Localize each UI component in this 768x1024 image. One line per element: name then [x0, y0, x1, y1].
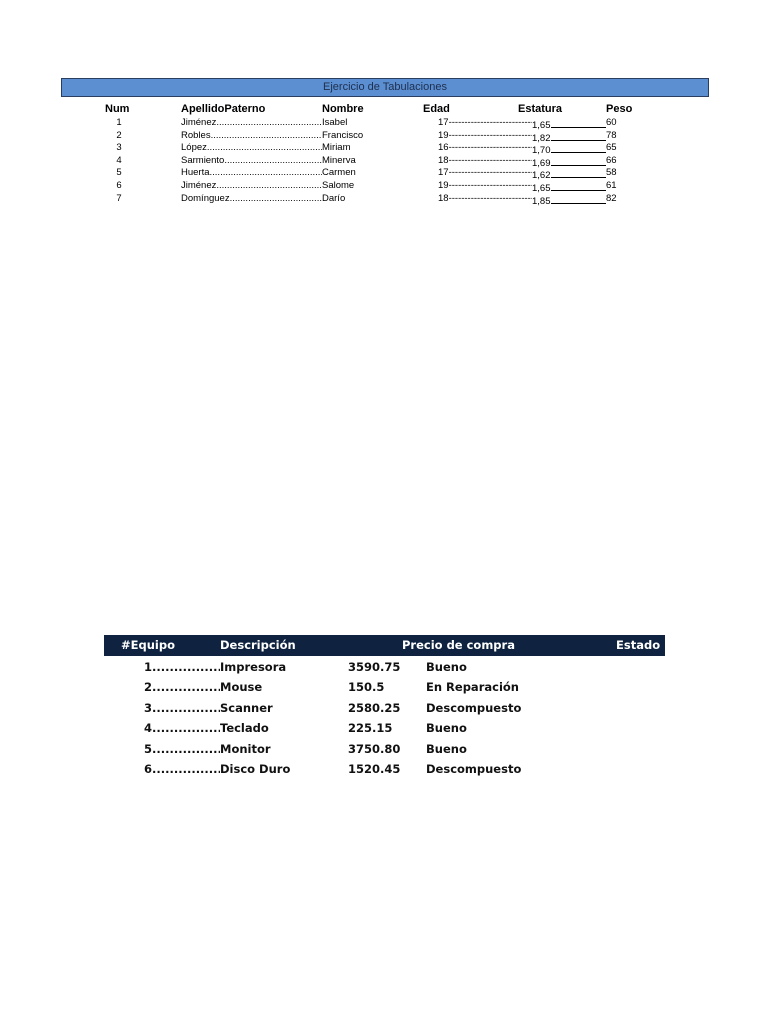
cell-equipo: 6. ..... — [144, 759, 220, 779]
cell-peso: 60 — [606, 117, 617, 128]
cell-equipo: 1. ..... — [144, 657, 220, 677]
table-row — [0, 657, 768, 677]
header-num: Num — [105, 103, 130, 115]
cell-nombre: Salome — [322, 180, 355, 191]
table-row — [0, 193, 768, 205]
cell-precio: 3750.80 — [348, 741, 401, 756]
tabulaciones-title-bar: Ejercicio de Tabulaciones — [61, 78, 709, 97]
cell-estado: Bueno — [426, 721, 467, 736]
cell-estatura: 1,65 — [532, 117, 606, 132]
cell-precio: 150.5 — [348, 680, 385, 695]
cell-peso: 65 — [606, 142, 617, 154]
cell-edad: 18 ----- — [438, 193, 532, 205]
cell-num: 4 — [116, 154, 122, 166]
cell-nombre: Miriam — [322, 142, 351, 154]
cell-estado: Descompuesto — [426, 762, 522, 776]
table-row — [0, 677, 768, 697]
cell-edad: 19 ----- — [438, 180, 532, 192]
cell-num: 3 — [116, 142, 122, 154]
cell-apellido: Jiménez ..... — [181, 180, 322, 192]
cell-equipo: 5. ..... — [144, 739, 220, 759]
cell-descripcion: Impresora — [220, 660, 287, 674]
cell-descripcion: Teclado — [220, 721, 269, 736]
table-row — [0, 698, 768, 718]
cell-apellido: Domínguez ..... — [181, 193, 322, 205]
cell-edad: 16 ----- — [438, 142, 532, 154]
cell-estatura: 1,82 — [532, 130, 606, 145]
cell-estatura: 1,69 — [532, 155, 606, 170]
cell-estado: En Reparación — [426, 680, 519, 695]
cell-precio: 2580.25 — [348, 700, 401, 715]
header-estatura: Estatura — [518, 103, 563, 115]
cell-apellido: Jiménez ..... — [181, 117, 322, 129]
cell-apellido: Robles ..... — [181, 130, 322, 142]
cell-num: 2 — [116, 129, 122, 141]
cell-peso: 61 — [606, 180, 617, 191]
table-row — [0, 180, 768, 192]
table-row — [0, 718, 768, 738]
cell-estatura: 1,70 — [532, 142, 606, 157]
cell-edad: 19 ----- — [438, 130, 532, 142]
cell-precio: 1520.45 — [348, 762, 401, 776]
cell-apellido: López ..... — [181, 142, 322, 154]
cell-descripcion: Disco Duro — [220, 762, 291, 776]
cell-peso: 78 — [606, 129, 617, 141]
header-edad: Edad — [423, 103, 450, 115]
cell-apellido: Sarmiento ..... — [181, 155, 322, 167]
table-row — [0, 142, 768, 157]
table-row — [0, 117, 768, 129]
cell-nombre: Francisco — [322, 129, 364, 141]
cell-precio: 3590.75 — [348, 660, 401, 674]
cell-estado: Descompuesto — [426, 700, 522, 715]
cell-estado: Bueno — [426, 741, 467, 756]
cell-estado: Bueno — [426, 660, 467, 674]
cell-edad: 18 ----- — [438, 155, 532, 167]
cell-equipo: 3. ..... — [144, 698, 220, 718]
cell-estatura: 1,62 — [532, 167, 606, 182]
table-row — [0, 167, 768, 182]
header-descripcion: Descripción — [220, 638, 296, 652]
cell-peso: 82 — [606, 192, 617, 204]
cell-estatura: 1,65 — [532, 180, 606, 195]
cell-edad: 17 ----- — [438, 117, 532, 129]
header-equipo: #Equipo — [121, 638, 175, 652]
table-row — [0, 759, 768, 779]
cell-nombre: Minerva — [322, 154, 356, 166]
cell-nombre: Carmen — [322, 167, 356, 179]
cell-num: 6 — [116, 180, 122, 191]
cell-descripcion: Monitor — [220, 741, 271, 756]
header-precio: Precio de compra — [402, 638, 515, 652]
cell-precio: 225.15 — [348, 721, 393, 736]
cell-equipo: 2. ..... — [144, 677, 220, 697]
cell-num: 5 — [116, 167, 122, 179]
cell-peso: 66 — [606, 154, 617, 166]
cell-equipo: 4. ..... — [144, 718, 220, 738]
cell-edad: 17 ----- — [438, 167, 532, 179]
cell-descripcion: Scanner — [220, 700, 273, 715]
cell-num: 7 — [116, 192, 122, 204]
table-row — [0, 739, 768, 759]
table-row — [0, 130, 768, 142]
equipos-header-bar — [104, 635, 665, 656]
cell-estatura: 1,85 — [532, 193, 606, 208]
header-nombre: Nombre — [322, 103, 364, 115]
cell-nombre: Isabel — [322, 117, 348, 128]
cell-num: 1 — [116, 117, 122, 128]
cell-peso: 58 — [606, 167, 617, 179]
cell-apellido: Huerta ..... — [181, 167, 322, 179]
header-peso: Peso — [606, 103, 633, 115]
header-estado: Estado — [616, 638, 661, 652]
header-apellido: ApellidoPaterno — [181, 103, 266, 115]
cell-nombre: Darío — [322, 192, 346, 204]
cell-descripcion: Mouse — [220, 680, 263, 695]
table-row — [0, 155, 768, 167]
